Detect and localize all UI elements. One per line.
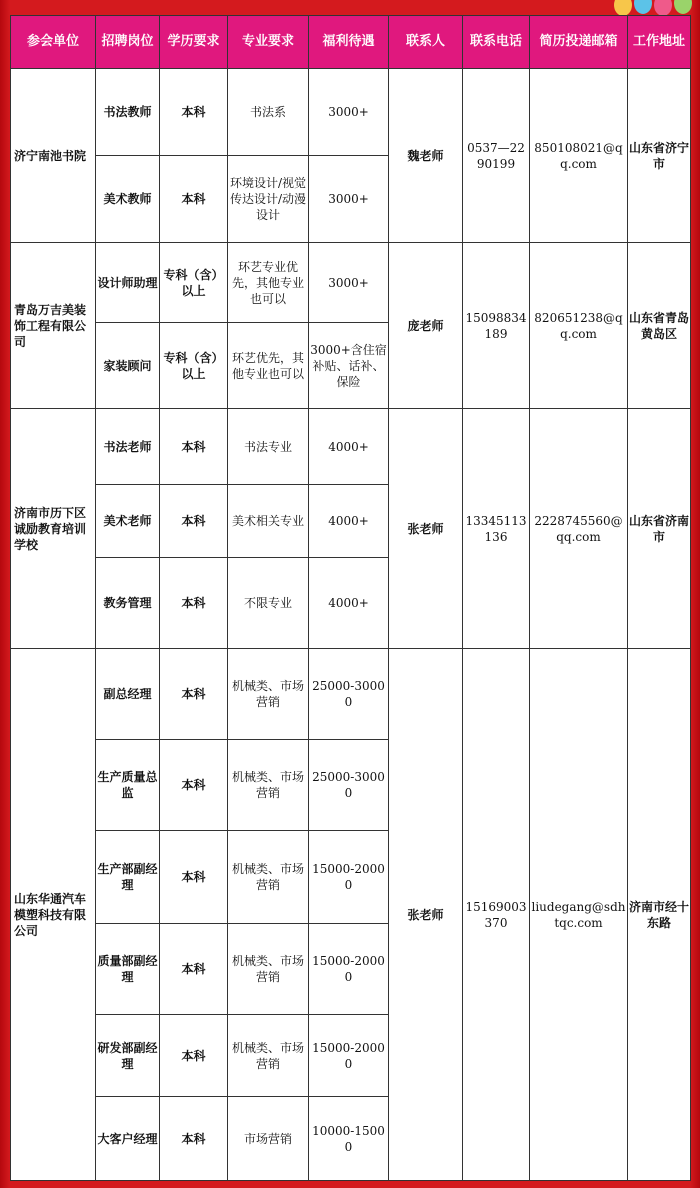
job-major: 书法系	[228, 69, 309, 156]
company-name: 山东华通汽车模塑科技有限公司	[11, 649, 96, 1181]
job-education: 本科	[160, 69, 228, 156]
job-major: 机械类、市场营销	[228, 740, 309, 831]
job-position: 生产部副经理	[96, 831, 160, 924]
contact-phone: 0537—2290199	[463, 69, 530, 243]
job-salary: 3000+	[309, 156, 389, 243]
job-education: 本科	[160, 156, 228, 243]
job-major: 机械类、市场营销	[228, 649, 309, 740]
job-major: 环艺优先，其他专业也可以	[228, 323, 309, 409]
contact-email[interactable]: 850108021@qq.com	[530, 69, 628, 243]
table-row	[11, 69, 691, 156]
job-position: 研发部副经理	[96, 1015, 160, 1097]
job-major: 书法专业	[228, 409, 309, 485]
work-address: 山东省济南市	[628, 409, 691, 649]
job-major: 不限专业	[228, 558, 309, 649]
contact-phone: 15169003370	[463, 649, 530, 1181]
job-salary: 15000-20000	[309, 1015, 389, 1097]
header-company: 参会单位	[11, 16, 96, 69]
contact-person: 张老师	[389, 409, 463, 649]
job-major: 机械类、市场营销	[228, 831, 309, 924]
job-education: 专科（含）以上	[160, 323, 228, 409]
company-name: 济南市历下区诚励教育培训学校	[11, 409, 96, 649]
contact-phone: 15098834189	[463, 243, 530, 409]
job-salary: 25000-30000	[309, 740, 389, 831]
job-position: 副总经理	[96, 649, 160, 740]
contact-person: 张老师	[389, 649, 463, 1181]
job-position: 教务管理	[96, 558, 160, 649]
recruitment-table	[10, 15, 691, 1181]
header-address: 工作地址	[628, 16, 691, 69]
header-salary: 福利待遇	[309, 16, 389, 69]
job-education: 本科	[160, 1015, 228, 1097]
header-position: 招聘岗位	[96, 16, 160, 69]
job-salary: 3000+含住宿补贴、话补、保险	[309, 323, 389, 409]
table-row	[11, 243, 691, 323]
company-name: 青岛万吉美装饰工程有限公司	[11, 243, 96, 409]
job-education: 本科	[160, 831, 228, 924]
company-name: 济宁南池书院	[11, 69, 96, 243]
job-major: 环艺专业优先，其他专业也可以	[228, 243, 309, 323]
job-position: 家装顾问	[96, 323, 160, 409]
header-education: 学历要求	[160, 16, 228, 69]
job-position: 生产质量总监	[96, 740, 160, 831]
header-phone: 联系电话	[463, 16, 530, 69]
job-position: 美术教师	[96, 156, 160, 243]
job-education: 本科	[160, 924, 228, 1015]
header-row	[11, 16, 691, 69]
job-salary: 4000+	[309, 409, 389, 485]
contact-phone: 13345113136	[463, 409, 530, 649]
job-salary: 25000-30000	[309, 649, 389, 740]
work-address: 山东省济宁市	[628, 69, 691, 243]
contact-email[interactable]: 820651238@qq.com	[530, 243, 628, 409]
job-education: 本科	[160, 409, 228, 485]
job-education: 本科	[160, 649, 228, 740]
job-major: 机械类、市场营销	[228, 924, 309, 1015]
job-salary: 3000+	[309, 243, 389, 323]
job-position: 大客户经理	[96, 1097, 160, 1181]
job-salary: 3000+	[309, 69, 389, 156]
job-salary: 4000+	[309, 558, 389, 649]
job-education: 本科	[160, 740, 228, 831]
job-major: 美术相关专业	[228, 485, 309, 558]
job-salary: 15000-20000	[309, 831, 389, 924]
table-row	[11, 649, 691, 740]
table-row	[11, 409, 691, 485]
work-address: 济南市经十东路	[628, 649, 691, 1181]
job-position: 美术老师	[96, 485, 160, 558]
job-major: 机械类、市场营销	[228, 1015, 309, 1097]
header-contact: 联系人	[389, 16, 463, 69]
contact-email[interactable]: liudegang@sdhtqc.com	[530, 649, 628, 1181]
contact-email[interactable]: 2228745560@qq.com	[530, 409, 628, 649]
header-email: 简历投递邮箱	[530, 16, 628, 69]
job-major: 市场营销	[228, 1097, 309, 1181]
contact-person: 庞老师	[389, 243, 463, 409]
job-education: 本科	[160, 558, 228, 649]
job-education: 专科（含）以上	[160, 243, 228, 323]
job-salary: 4000+	[309, 485, 389, 558]
job-major: 环境设计/视觉传达设计/动漫设计	[228, 156, 309, 243]
work-address: 山东省青岛黄岛区	[628, 243, 691, 409]
job-salary: 15000-20000	[309, 924, 389, 1015]
job-salary: 10000-15000	[309, 1097, 389, 1181]
job-position: 设计师助理	[96, 243, 160, 323]
job-education: 本科	[160, 1097, 228, 1181]
job-education: 本科	[160, 485, 228, 558]
job-position: 书法老师	[96, 409, 160, 485]
job-position: 质量部副经理	[96, 924, 160, 1015]
contact-person: 魏老师	[389, 69, 463, 243]
header-major: 专业要求	[228, 16, 309, 69]
job-position: 书法教师	[96, 69, 160, 156]
